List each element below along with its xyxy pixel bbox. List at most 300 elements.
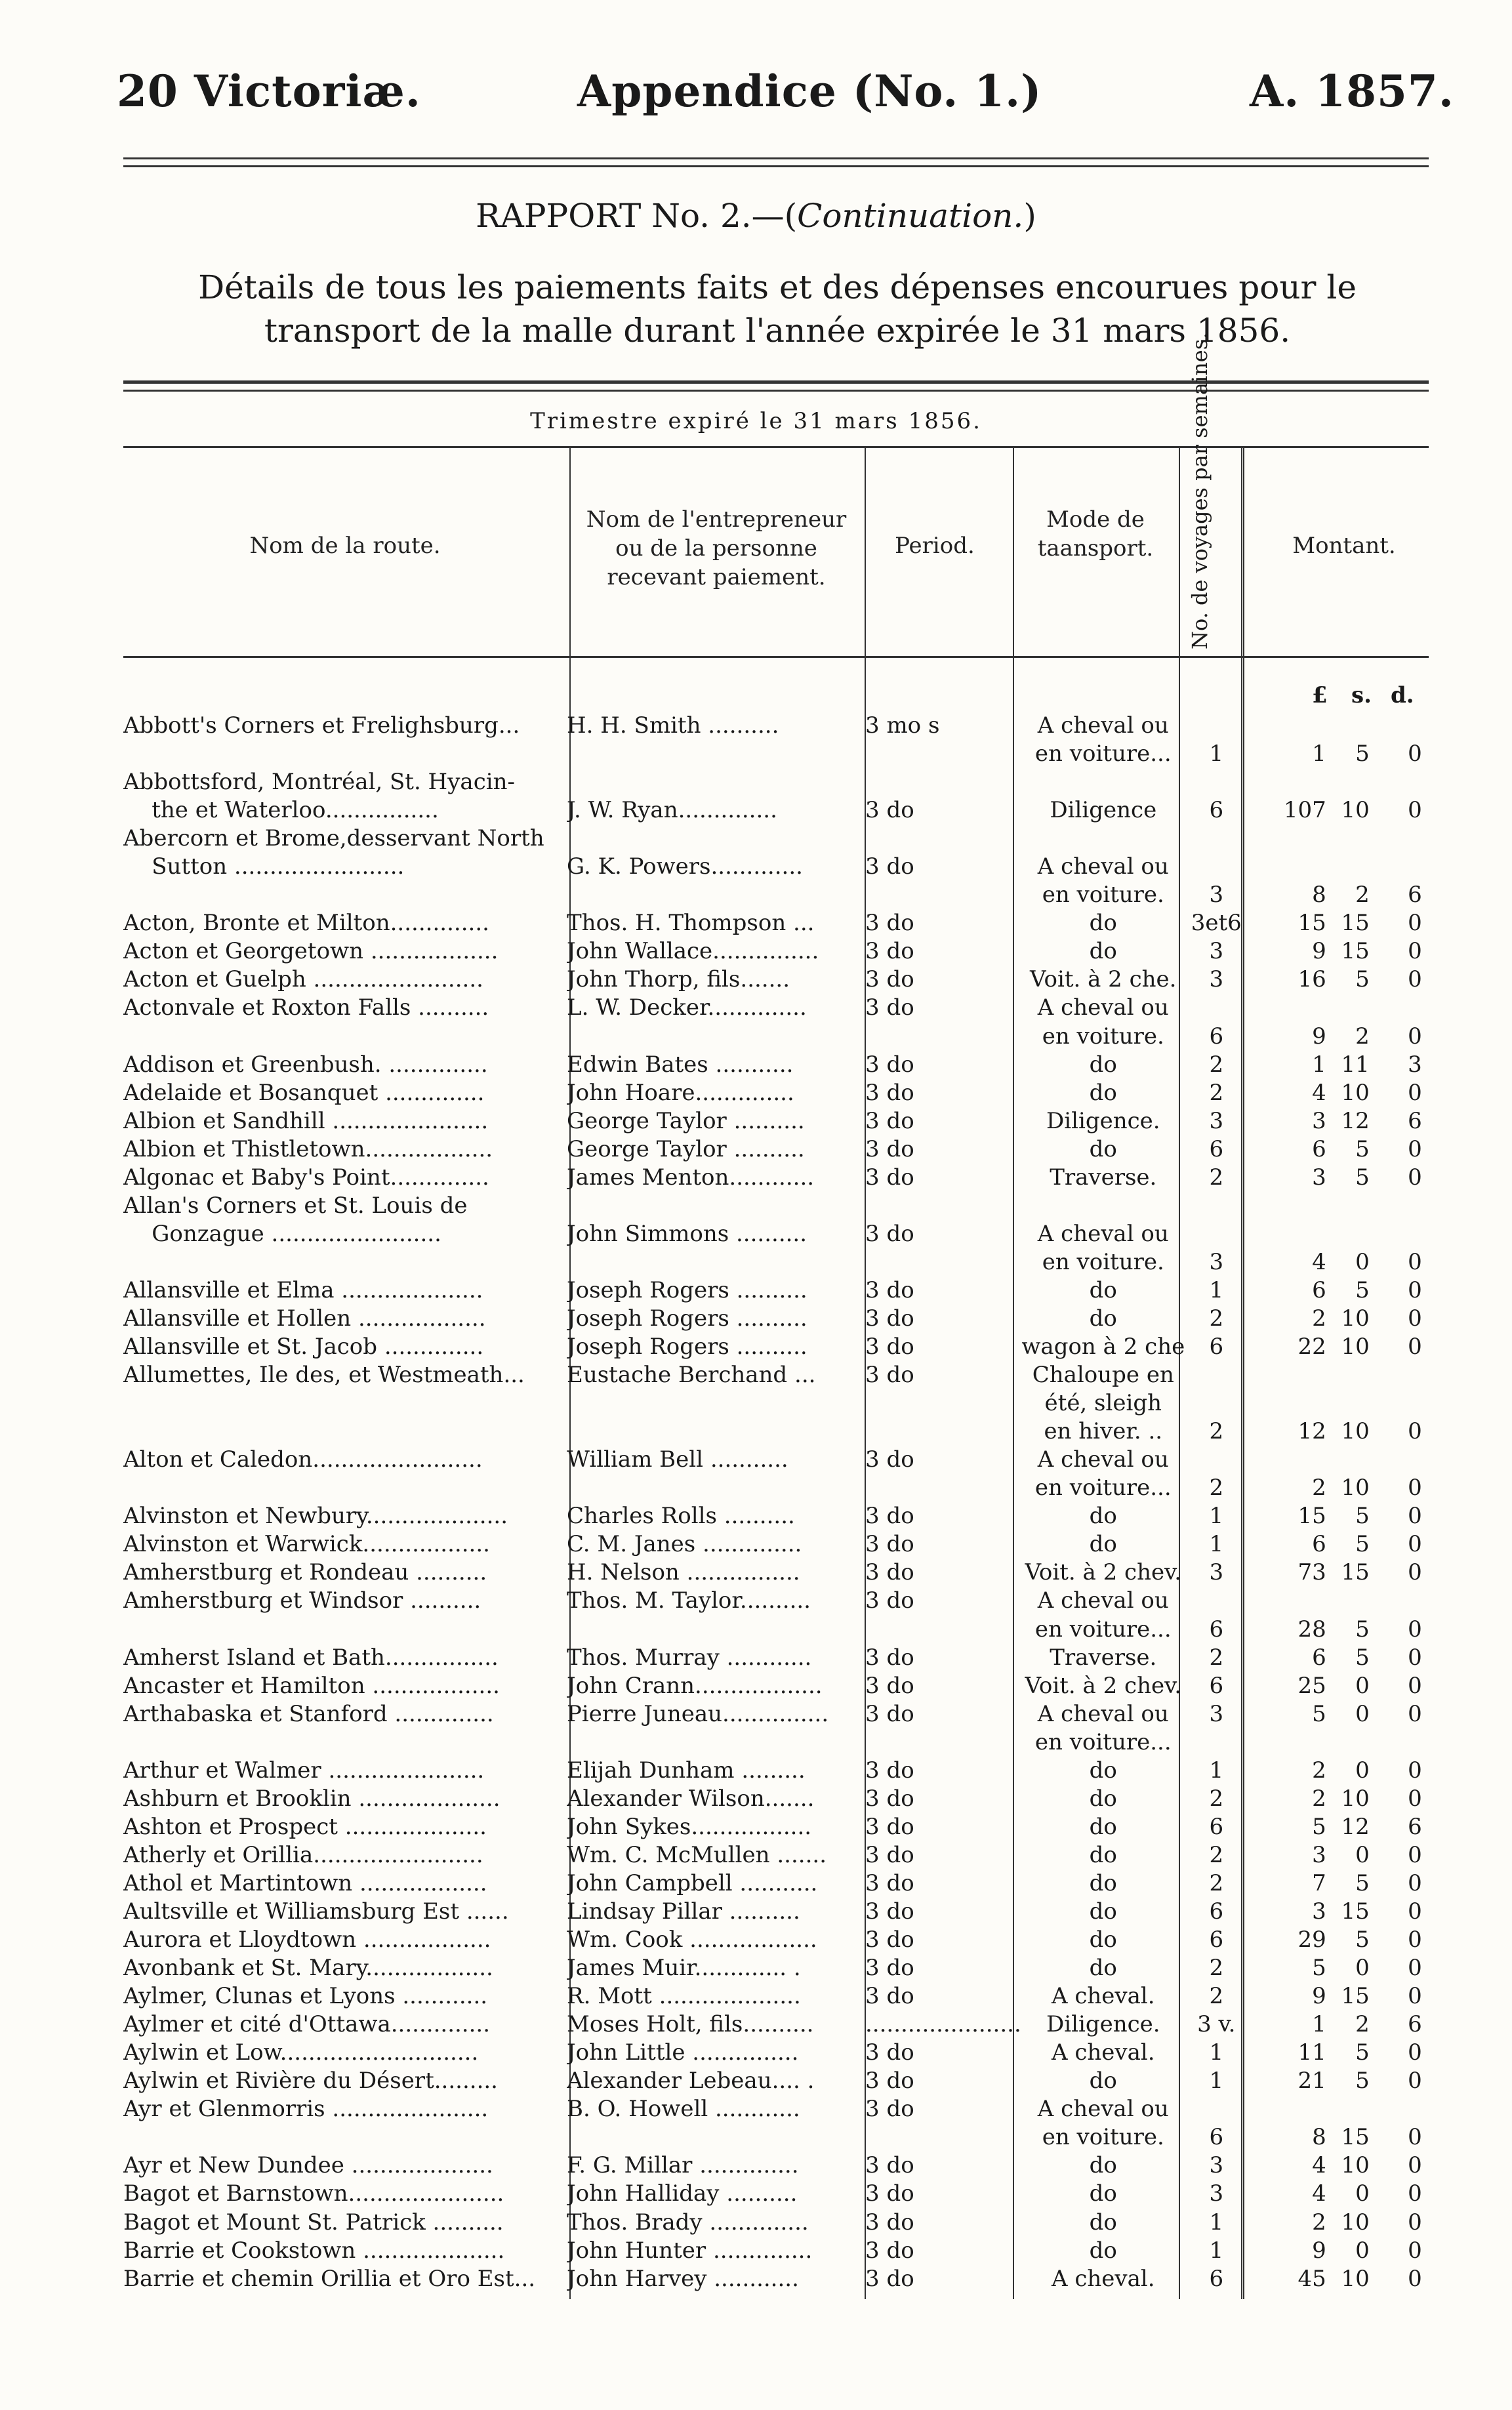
report-title-close: ) [1023,197,1036,235]
amount-pounds: 22 [1297,1334,1326,1360]
period: 3 do [865,1587,914,1614]
table-row [123,1305,1422,1333]
table-row [123,1587,1422,1615]
amount-shillings: 0 [1355,1700,1370,1727]
voyages-per-week: 6 [1209,797,1224,824]
amount-shillings [1326,2095,1370,2123]
amount-shillings: 12 [1341,1107,1370,1134]
amount-shillings [1326,994,1370,1022]
period: 3 do [865,2068,914,2094]
period: 3 do [865,1051,914,1078]
contractor-name [567,1192,865,1220]
amount-pounds: 107 [1283,797,1326,824]
amount-pence [1370,1587,1422,1615]
table-row [123,1474,1422,1502]
amount-pence [1370,1220,1422,1248]
table-row [123,1813,1422,1841]
amount-pence [1370,1361,1422,1389]
amount-pence: 0 [1408,2180,1422,2207]
amount-pounds: 15 [1297,1503,1326,1530]
amount-shillings: 5 [1355,2039,1370,2066]
transport-mode: en voiture. [1042,2124,1164,2151]
contractor-name [567,881,865,909]
amount-pence: 0 [1408,1023,1422,1050]
transport-mode: en voiture. [1042,1023,1164,1050]
amount-shillings [1326,825,1370,853]
contractor-name: George Taylor .......... [567,1135,805,1162]
voyages-per-week: 3 [1209,1559,1224,1586]
period: 3 do [865,1334,914,1360]
route-name: Arthur et Walmer ...................... [123,1757,485,1784]
spacer [1248,1107,1274,1135]
amount-pounds: 28 [1297,1616,1326,1643]
transport-mode: en voiture... [1034,1728,1172,1755]
voyages-per-week: 6 [1209,1616,1224,1643]
period: 3 do [865,966,914,993]
period: 3 do [865,1164,914,1191]
voyages-per-week: 6 [1209,1898,1224,1925]
route-name: Ancaster et Hamilton .................. [123,1672,500,1699]
spacer [1248,2180,1274,2208]
spacer [1248,740,1274,768]
contractor-name: R. Mott .................... [567,1983,801,2010]
spacer [1248,1192,1274,1220]
amount-pence: 0 [1408,1644,1422,1671]
route-name: Algonac et Baby's Point.............. [123,1164,489,1191]
table-top-rule [123,446,1429,448]
route-name: Alvinston et Newbury.................... [123,1503,508,1530]
contractor-name: Eustache Berchand ... [567,1362,816,1389]
table-row [123,1926,1422,1954]
contractor-name: Moses Holt, fils.......... [567,2011,814,2038]
voyages-per-week: 2 [1209,1955,1224,1982]
contractor-name [567,1248,865,1276]
amount-shillings: 5 [1355,1135,1370,1162]
transport-mode: été, sleigh [1044,1390,1162,1417]
transport-mode: do [1089,1305,1117,1332]
transport-mode: do [1089,2209,1117,2236]
report-title-italic: Continuation. [797,197,1024,235]
table-row [123,2067,1422,2095]
route-name: Athol et Martintown .................. [123,1869,487,1896]
transport-mode: en voiture. [1042,1248,1164,1275]
amount-shillings: 10 [1341,2265,1370,2292]
amount-shillings [1326,1587,1370,1615]
header-session: 20 Victoriæ. [117,66,421,117]
spacer [1248,1982,1274,2011]
voyages-per-week: 3 [1209,2152,1224,2179]
route-name [123,740,567,768]
table-row [123,1502,1422,1530]
table-row [123,1135,1422,1164]
contractor-name: Pierre Juneau............... [567,1700,829,1727]
spacer [1248,712,1274,740]
transport-mode: A cheval ou [1037,994,1169,1021]
transport-mode: do [1089,2180,1117,2207]
route-name: Ashburn et Brooklin .................... [123,1785,501,1812]
contractor-name [567,740,865,768]
transport-mode: do [1089,1757,1117,1784]
payments-table-body [123,712,1422,2293]
period: 3 do [865,1305,914,1332]
amount-pounds [1274,2095,1326,2123]
period: 3 do [865,2096,914,2123]
spacer [1248,1361,1274,1389]
amount-pounds: 11 [1297,2039,1326,2066]
amount-pounds [1274,1728,1326,1757]
amount-pounds: 73 [1297,1559,1326,1586]
amount-pence: 0 [1408,1785,1422,1812]
voyages-per-week: 2 [1209,1644,1224,1671]
transport-mode: A cheval ou [1037,1700,1169,1727]
amount-pounds: 45 [1297,2265,1326,2292]
contractor-name: Lindsay Pillar .......... [567,1898,800,1925]
amount-pounds: 29 [1297,1927,1326,1953]
amount-pounds: 3 [1312,1107,1326,1134]
section-rule-bottom [123,390,1429,392]
route-name: Aylwin et Low............................ [123,2039,479,2066]
amount-pounds [1274,712,1326,740]
amount-pence [1370,1192,1422,1220]
table-row [123,1672,1422,1700]
period: 3 do [865,1220,914,1247]
spacer [1248,2123,1274,2152]
spacer [1248,2039,1274,2067]
transport-mode: do [1089,1079,1117,1106]
period: 3 do [865,1079,914,1106]
amount-shillings: 10 [1341,1785,1370,1812]
amount-pounds [1274,994,1326,1022]
amount-shillings: 10 [1341,1079,1370,1106]
period: 3 do [865,2209,914,2236]
contractor-name: Joseph Rogers .......... [567,1276,807,1303]
period: 3 do [865,853,914,880]
table-row [123,994,1422,1022]
amount-pence: 0 [1408,1164,1422,1191]
amount-shillings: 2 [1355,1023,1370,1050]
spacer [1248,1248,1274,1276]
contractor-name: John Sykes................. [567,1813,812,1840]
transport-mode: A cheval ou [1037,1587,1169,1614]
spacer [1248,825,1274,853]
amount-shillings: 5 [1355,2068,1370,2094]
route-name: Albion et Thistletown.................. [123,1135,493,1162]
amount-shillings: 5 [1355,966,1370,993]
route-name: Alton et Caledon........................ [123,1446,483,1473]
contractor-name: Wm. C. McMullen ....... [567,1841,827,1868]
amount-shillings: 2 [1355,882,1370,909]
amount-pounds: 2 [1312,1757,1326,1784]
spacer [1248,1164,1274,1192]
route-name: Adelaide et Bosanquet .............. [123,1079,485,1106]
voyages-per-week [1185,1389,1248,1418]
voyages-per-week [1185,994,1248,1022]
col-voyages-header: No. de voyages par semaines. [1187,332,1212,649]
contractor-name: Thos. Brady .............. [567,2209,809,2236]
route-name [123,1728,567,1757]
amount-pounds [1274,1220,1326,1248]
header-appendix: Appendice (No. 1.) [577,66,1042,117]
spacer [1248,796,1274,825]
route-name: Actonvale et Roxton Falls .......... [123,994,489,1021]
route-name: Barrie et chemin Orillia et Oro Est... [123,2265,536,2292]
amount-pounds [1274,1192,1326,1220]
route-name [123,1023,567,1051]
table-row [123,853,1422,881]
route-name: Aultsville et Williamsburg Est ...... [123,1898,509,1925]
col-amount-header: Montant. [1292,533,1396,559]
voyages-per-week [1185,1361,1248,1389]
table-row [123,1530,1422,1559]
voyages-per-week: 3 [1209,938,1224,965]
period: 3 do [865,797,914,824]
transport-mode: do [1089,1955,1117,1982]
contractor-name: William Bell ........... [567,1446,788,1473]
table-row [123,2123,1422,2152]
voyages-per-week: 6 [1209,1135,1224,1162]
amount-pence [1370,1728,1422,1757]
route-name [123,1616,567,1644]
route-name: Acton et Georgetown .................. [123,938,499,965]
voyages-per-week: 1 [1209,2068,1224,2094]
table-row [123,1333,1422,1361]
period [865,1418,1021,1446]
voyages-per-week: 2 [1209,1051,1224,1078]
amount-pence: 0 [1408,1983,1422,2010]
transport-mode: do [1089,2237,1117,2264]
amount-pence: 3 [1408,1051,1422,1078]
amount-pounds: 3 [1312,1164,1326,1191]
spacer [1248,1672,1274,1700]
period [865,768,1021,796]
spacer [1248,1333,1274,1361]
contractor-name: John Hoare.............. [567,1079,794,1106]
table-row [123,1869,1422,1898]
table-row [123,1361,1422,1389]
spacer [1248,966,1274,994]
voyages-per-week: 1 [1209,2209,1224,2236]
amount-pounds: 9 [1312,938,1326,965]
spacer [1248,2067,1274,2095]
route-name: Amherst Island et Bath................ [123,1644,499,1671]
contractor-name: John Hunter .............. [567,2237,813,2264]
spacer [1248,937,1274,966]
table-row [123,881,1422,909]
header-year: A. 1857. [1250,66,1454,117]
contractor-name [567,1023,865,1051]
period [865,1616,1021,1644]
contractor-name: John Harvey ............ [567,2265,799,2292]
spacer [1248,1559,1274,1587]
col-route-header: Nom de la route. [249,533,441,559]
route-name: Allansville et Elma .................... [123,1276,483,1303]
transport-mode: en hiver. .. [1044,1418,1163,1445]
spacer [1248,1728,1274,1757]
amount-pounds: 4 [1312,1248,1326,1275]
amount-pounds: 15 [1297,910,1326,937]
amount-pence: 0 [1408,2039,1422,2066]
amount-pence: 0 [1408,1503,1422,1530]
transport-mode: Traverse. [1050,1164,1157,1191]
period: ...................... [865,2011,1021,2038]
amount-shillings: 12 [1341,1813,1370,1840]
table-row [123,1220,1422,1248]
period: 3 do [865,1869,914,1896]
table-row [123,1700,1422,1728]
table-row [123,2152,1422,2180]
voyages-per-week: 6 [1209,1927,1224,1953]
transport-mode: do [1089,1927,1117,1953]
amount-pence: 0 [1408,797,1422,824]
spacer [1248,2208,1274,2236]
voyages-per-week [1185,768,1248,796]
spacer [1248,1474,1274,1502]
period: 3 do [865,938,914,965]
amount-shillings: 0 [1355,1672,1370,1699]
spacer [1248,1841,1274,1869]
table-row [123,1841,1422,1869]
table-row [123,1559,1422,1587]
contractor-name: John Halliday .......... [567,2180,798,2207]
amount-pence: 0 [1408,1418,1422,1445]
amount-shillings: 10 [1341,797,1370,824]
contractor-name: J. W. Ryan.............. [567,797,777,824]
route-name: Addison et Greenbush. .............. [123,1051,488,1078]
amount-pounds: 3 [1312,1898,1326,1925]
table-row [123,2095,1422,2123]
route-name: Aylwin et Rivière du Désert......... [123,2068,498,2094]
contractor-name: Joseph Rogers .......... [567,1305,807,1332]
voyages-per-week [1185,712,1248,740]
period [865,1023,1021,1051]
table-row [123,1192,1422,1220]
amount-shillings [1326,1220,1370,1248]
period [865,1192,1021,1220]
table-row [123,1389,1422,1418]
transport-mode: en voiture... [1034,741,1172,767]
transport-mode: Traverse. [1050,1644,1157,1671]
amount-pence [1370,1446,1422,1474]
amount-pence: 0 [1408,938,1422,965]
report-title-main: RAPPORT No. 2.—( [476,197,798,235]
contractor-name [567,1418,865,1446]
amount-pounds [1274,825,1326,853]
table-row [123,2011,1422,2039]
period: 3 do [865,1983,914,2010]
amount-pence: 0 [1408,1305,1422,1332]
period: 3 do [865,1107,914,1134]
voyages-per-week [1185,1192,1248,1220]
amount-pence: 0 [1408,1135,1422,1162]
period [865,1248,1021,1276]
contractor-name [567,2123,865,2152]
amount-shillings: 11 [1341,1051,1370,1078]
amount-pence: 0 [1408,2209,1422,2236]
voyages-per-week: 2 [1209,1164,1224,1191]
route-name [123,881,567,909]
amount-pounds: 6 [1312,1276,1326,1303]
report-description: Détails de tous les paiements faits et des dépenses encourues pour le transport de la malle durant l'année expirée le 31 mars 1856. [198,268,1357,350]
table-row [123,712,1422,740]
contractor-name: C. M. Janes .............. [567,1531,802,1558]
unit-pounds: £ [1312,682,1328,708]
amount-shillings: 0 [1355,1955,1370,1982]
amount-shillings: 0 [1355,1841,1370,1868]
amount-pounds [1274,1361,1326,1389]
table-row [123,2208,1422,2236]
spacer [1248,2011,1274,2039]
amount-pence: 6 [1408,882,1422,909]
transport-mode [1021,768,1185,796]
contractor-name: John Wallace............... [567,938,819,965]
amount-pence: 0 [1408,2265,1422,2292]
spacer [1248,1813,1274,1841]
table-row [123,2180,1422,2208]
route-name: Abbott's Corners et Frelighsburg... [123,712,520,739]
route-name: Arthabaska et Stanford .............. [123,1700,494,1727]
amount-pence: 6 [1408,1813,1422,1840]
voyages-per-week: 6 [1209,2124,1224,2151]
voyages-per-week: 1 [1209,1757,1224,1784]
amount-pounds: 3 [1312,1841,1326,1868]
amount-pounds: 1 [1312,741,1326,767]
amount-pence: 0 [1408,2237,1422,2264]
route-name: Albion et Sandhill ...................... [123,1107,489,1134]
voyages-per-week: 2 [1209,1785,1224,1812]
contractor-name: John Crann.................. [567,1672,823,1699]
transport-mode: A cheval ou [1037,1446,1169,1473]
contractor-name: James Menton............ [567,1164,815,1191]
route-name: Sutton ........................ [123,853,405,880]
contractor-name: John Thorp, fils....... [567,966,790,993]
amount-shillings [1326,853,1370,881]
route-name [123,1474,567,1502]
amount-shillings: 2 [1355,2011,1370,2038]
transport-mode: Chaloupe en [1032,1362,1174,1389]
period: 3 do [865,2237,914,2264]
amount-pence: 6 [1408,1107,1422,1134]
spacer [1248,1644,1274,1672]
transport-mode: Diligence. [1046,1107,1160,1134]
amount-pence: 6 [1408,2011,1422,2038]
table-row [123,1616,1422,1644]
amount-shillings [1326,712,1370,740]
voyages-per-week: 2 [1209,1305,1224,1332]
period: 3 do [865,1531,914,1558]
route-name: Allumettes, Ile des, et Westmeath... [123,1362,525,1389]
contractor-name: Thos. H. Thompson ... [567,910,815,937]
unit-pence: d. [1391,682,1414,708]
amount-pounds: 8 [1312,882,1326,909]
header-rule-top [123,157,1429,159]
spacer [1248,909,1274,937]
voyages-per-week: 6 [1209,2265,1224,2292]
route-name: Allansville et Hollen .................. [123,1305,486,1332]
amount-pence: 0 [1408,1927,1422,1953]
period: 3 do [865,1757,914,1784]
voyages-per-week: 1 [1209,1276,1224,1303]
transport-mode: en voiture. [1042,882,1164,909]
contractor-name: H. Nelson ................ [567,1559,800,1586]
voyages-per-week [1185,853,1248,881]
table-row [123,1954,1422,1982]
amount-pounds: 5 [1312,1955,1326,1982]
amount-pence [1370,994,1422,1022]
contractor-name: John Little ............... [567,2039,799,2066]
period [865,740,1021,768]
amount-shillings [1326,1389,1370,1418]
route-name: Aylmer et cité d'Ottawa.............. [123,2011,491,2038]
